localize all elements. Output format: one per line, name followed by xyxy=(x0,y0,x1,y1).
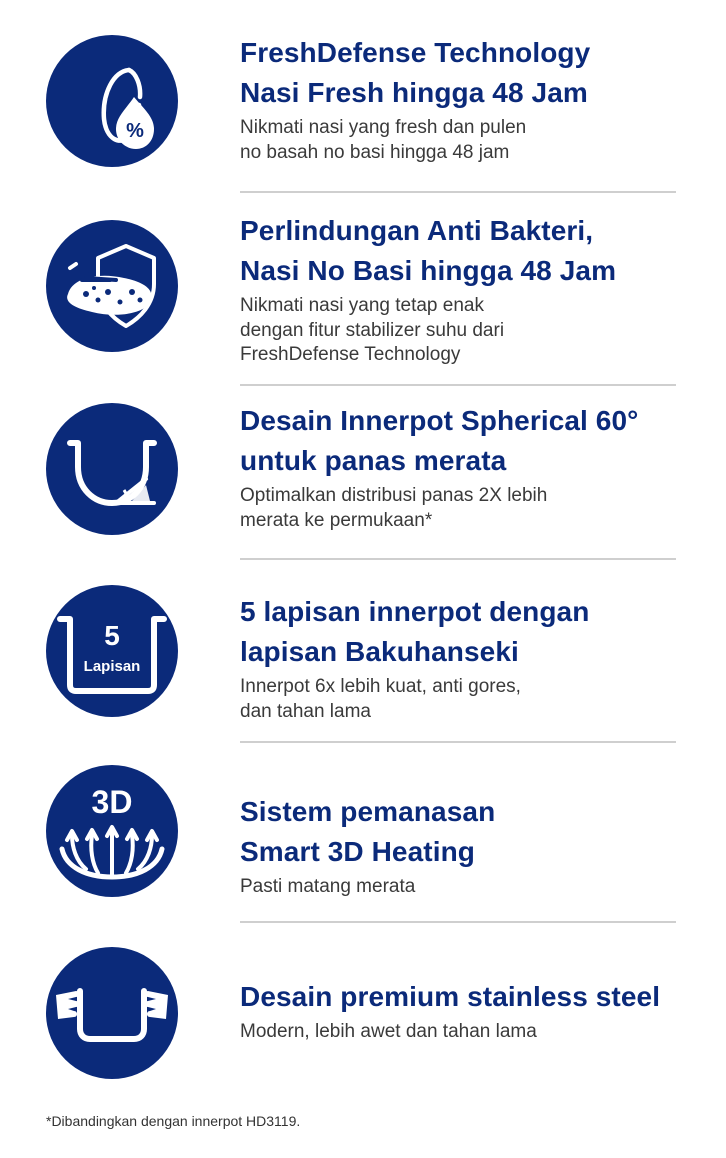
icon-label-text: Lapisan xyxy=(83,658,141,675)
feature-desc-line: FreshDefense Technology xyxy=(240,344,461,365)
feature-desc-line: merata ke permukaan* xyxy=(240,509,433,531)
feature-desc-line: Optimalkan distribusi panas 2X lebih xyxy=(240,485,548,506)
feature-title-line: Nasi No Basi hingga 48 Jam xyxy=(240,255,617,286)
feature-title-line: Desain Innerpot Spherical 60° xyxy=(240,405,639,436)
divider xyxy=(240,921,676,923)
footnote: *Dibandingkan dengan innerpot HD3119. xyxy=(46,1113,301,1129)
divider xyxy=(240,384,676,386)
feature-title-line: 5 lapisan innerpot dengan xyxy=(240,596,590,627)
feature-desc-line: no basah no basi hingga 48 jam xyxy=(240,141,510,163)
feature-title-line: Nasi Fresh hingga 48 Jam xyxy=(240,77,588,108)
stainless-pot-handles-icon xyxy=(46,947,178,1079)
feature-desc-line: dan tahan lama xyxy=(240,700,371,722)
feature-desc-line: dengan fitur stabilizer suhu dari xyxy=(240,319,505,341)
feature-desc-line: Nikmati nasi yang tetap enak xyxy=(240,295,484,316)
divider xyxy=(240,191,676,193)
feature-desc-line: Modern, lebih awet dan tahan lama xyxy=(240,1021,537,1042)
feature-title-line: Desain premium stainless steel xyxy=(240,981,661,1012)
divider xyxy=(240,558,676,560)
svg-text:%: % xyxy=(126,120,144,142)
feature-title-line: Smart 3D Heating xyxy=(240,836,475,867)
icon-3d-text: 3D xyxy=(91,784,133,820)
feature-title-line: Sistem pemanasan xyxy=(240,796,496,827)
spherical-pot-angle-icon xyxy=(46,403,178,535)
feature-title-line: lapisan Bakuhanseki xyxy=(240,636,519,667)
feature-desc-line: Nikmati nasi yang fresh dan pulen xyxy=(240,117,527,138)
feature-desc-line: Pasti matang merata xyxy=(240,876,416,897)
feature-desc-line: Innerpot 6x lebih kuat, anti gores, xyxy=(240,676,521,697)
icon-number-text: 5 xyxy=(104,620,120,651)
feature-title-line: Perlindungan Anti Bakteri, xyxy=(240,215,594,246)
feature-title-line: untuk panas merata xyxy=(240,445,507,476)
feature-title-line: FreshDefense Technology xyxy=(240,37,591,68)
rice-drop-percent-icon xyxy=(46,35,178,167)
3d-heating-arrows-icon xyxy=(46,765,178,897)
divider xyxy=(240,741,676,743)
shield-bacteria-icon xyxy=(46,220,178,352)
five-layer-pot-icon xyxy=(46,585,178,717)
